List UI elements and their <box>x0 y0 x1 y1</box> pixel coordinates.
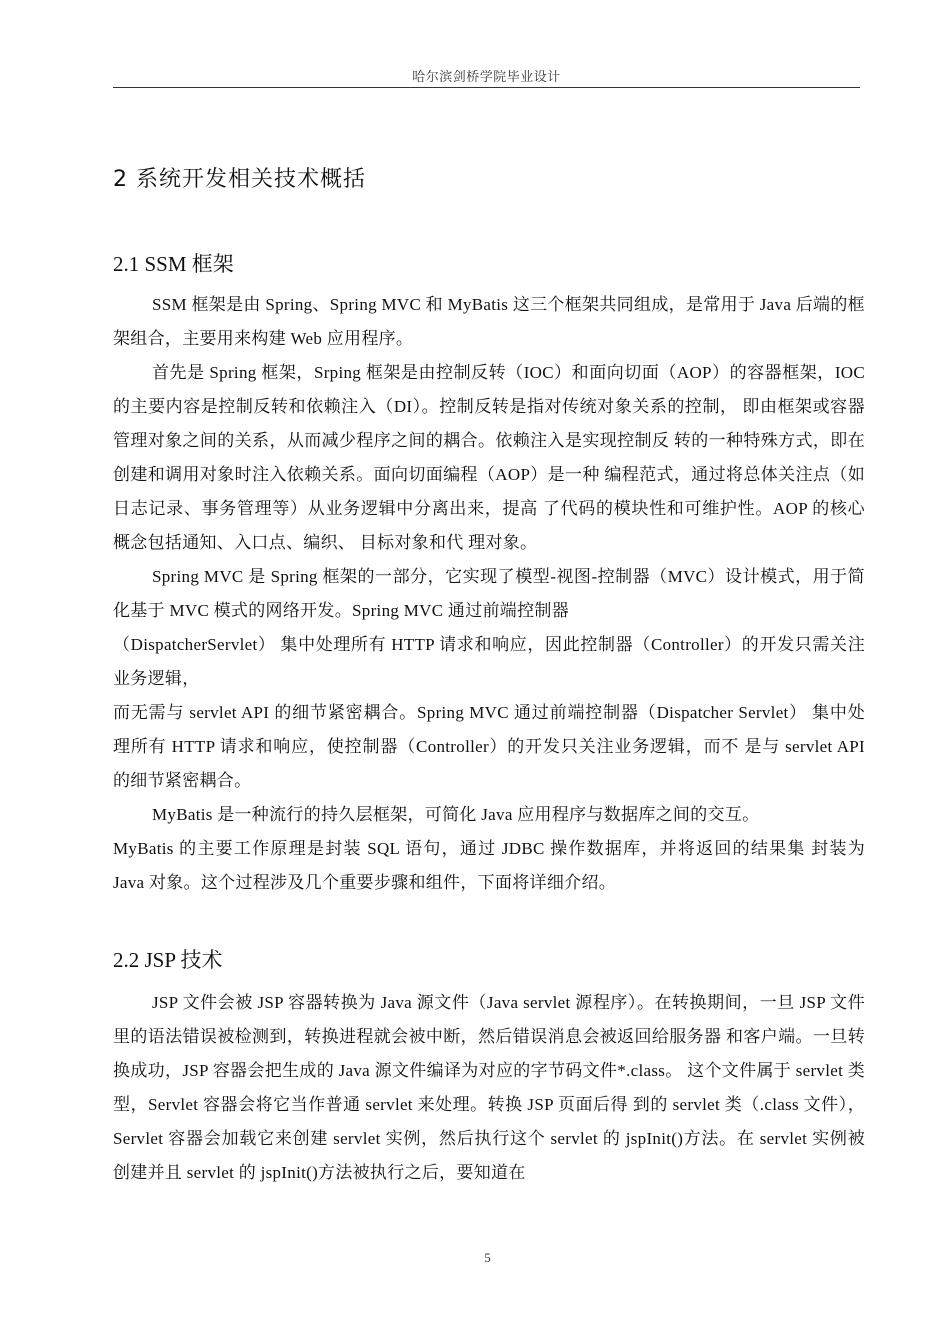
section-heading-block <box>113 248 865 278</box>
paragraph-servlet-api: 而无需与 servlet API 的细节紧密耦合。Spring MVC 通过前端控制器（Dispatcher Servlet） 集中处理所有 HTTP 请求和响应，使控制器（Controller）的开发只关注业务逻辑，而不 是与 servlet API 的细节紧密耦合。 <box>113 703 865 790</box>
section-heading-block-jsp <box>113 944 865 974</box>
paragraph-mybatis-intro: MyBatis 是一种流行的持久层框架，可简化 Java 应用程序与数据库之间的交互。 <box>152 805 760 824</box>
paragraph-spring: 首先是 Spring 框架，Srping 框架是由控制反转（IOC）和面向切面（AOP）的容器框架，IOC 的主要内容是控制反转和依赖注入（DI）。控制反转是指对传统对象关系的控制， 即由框架或容器管理对象之间的关系，从而减少程序之间的耦合。依赖注入是实现控制反 转的一种特殊方式，即在创建和调用对象时注入依赖关系。面向切面编程（AOP）是一种 编程范式，通过将总体关注点（如日志记录、事务管理等）从业务逻辑中分离出来，提高 了代码的模块性和可维护性。AOP 的核心概念包括通知、入口点、编织、 目标对象和代 理对象。 <box>113 363 865 552</box>
paragraph-jsp: JSP 文件会被 JSP 容器转换为 Java 源文件（Java servlet 源程序）。在转换期间，一旦 JSP 文件里的语法错误被检测到，转换进程就会被中断，然后错误消息会被返回给服务器 和客户端。一旦转换成功，JSP 容器会把生成的 Java 源文件编译为对应的字节码文件*.class。 这个文件属于 servlet 类型，Servlet 容器会将它当作普通 servlet 来处理。转换 JSP 页面后得 到的 servlet 类（.class 文件），Servlet 容器会加载它来创建 servlet 实例，然后执行这个 servlet 的 jspInit()方法。在 servlet 实例被创建并且 servlet 的 jspInit()方法被执行之后，要知道在 <box>113 993 865 1182</box>
section-title-ssm: 2.1 SSM 框架 <box>113 252 234 276</box>
paragraph-ssm-intro: SSM 框架是由 Spring、Spring MVC 和 MyBatis 这三个框架共同组成，是常用于 Java 后端的框架组合，主要用来构建 Web 应用程序。 <box>113 295 865 348</box>
paragraph-springmvc: Spring MVC 是 Spring 框架的一部分，它实现了模型-视图-控制器（MVC）设计模式，用于简化基于 MVC 模式的网络开发。Spring MVC 通过前端控制器 <box>113 567 865 620</box>
running-header: 哈尔滨剑桥学院毕业设计 <box>412 69 561 84</box>
section-ssm-body <box>113 288 865 900</box>
section-jsp-body <box>113 986 865 1190</box>
section-title-jsp: 2.2 JSP 技术 <box>113 948 223 972</box>
header-rule <box>113 87 860 88</box>
chapter-heading-block <box>113 162 865 193</box>
paragraph-dispatcher: （DispatcherServlet） 集中处理所有 HTTP 请求和响应，因此控制器（Controller）的开发只需关注业务逻辑， <box>113 635 865 688</box>
page-number: 5 <box>484 1250 491 1265</box>
chapter-title: 2 系统开发相关技术概括 <box>113 167 366 192</box>
paragraph-mybatis-detail: MyBatis 的主要工作原理是封装 SQL 语句，通过 JDBC 操作数据库，并将返回的结果集 封装为 Java 对象。这个过程涉及几个重要步骤和组件，下面将详细介绍。 <box>113 839 865 892</box>
